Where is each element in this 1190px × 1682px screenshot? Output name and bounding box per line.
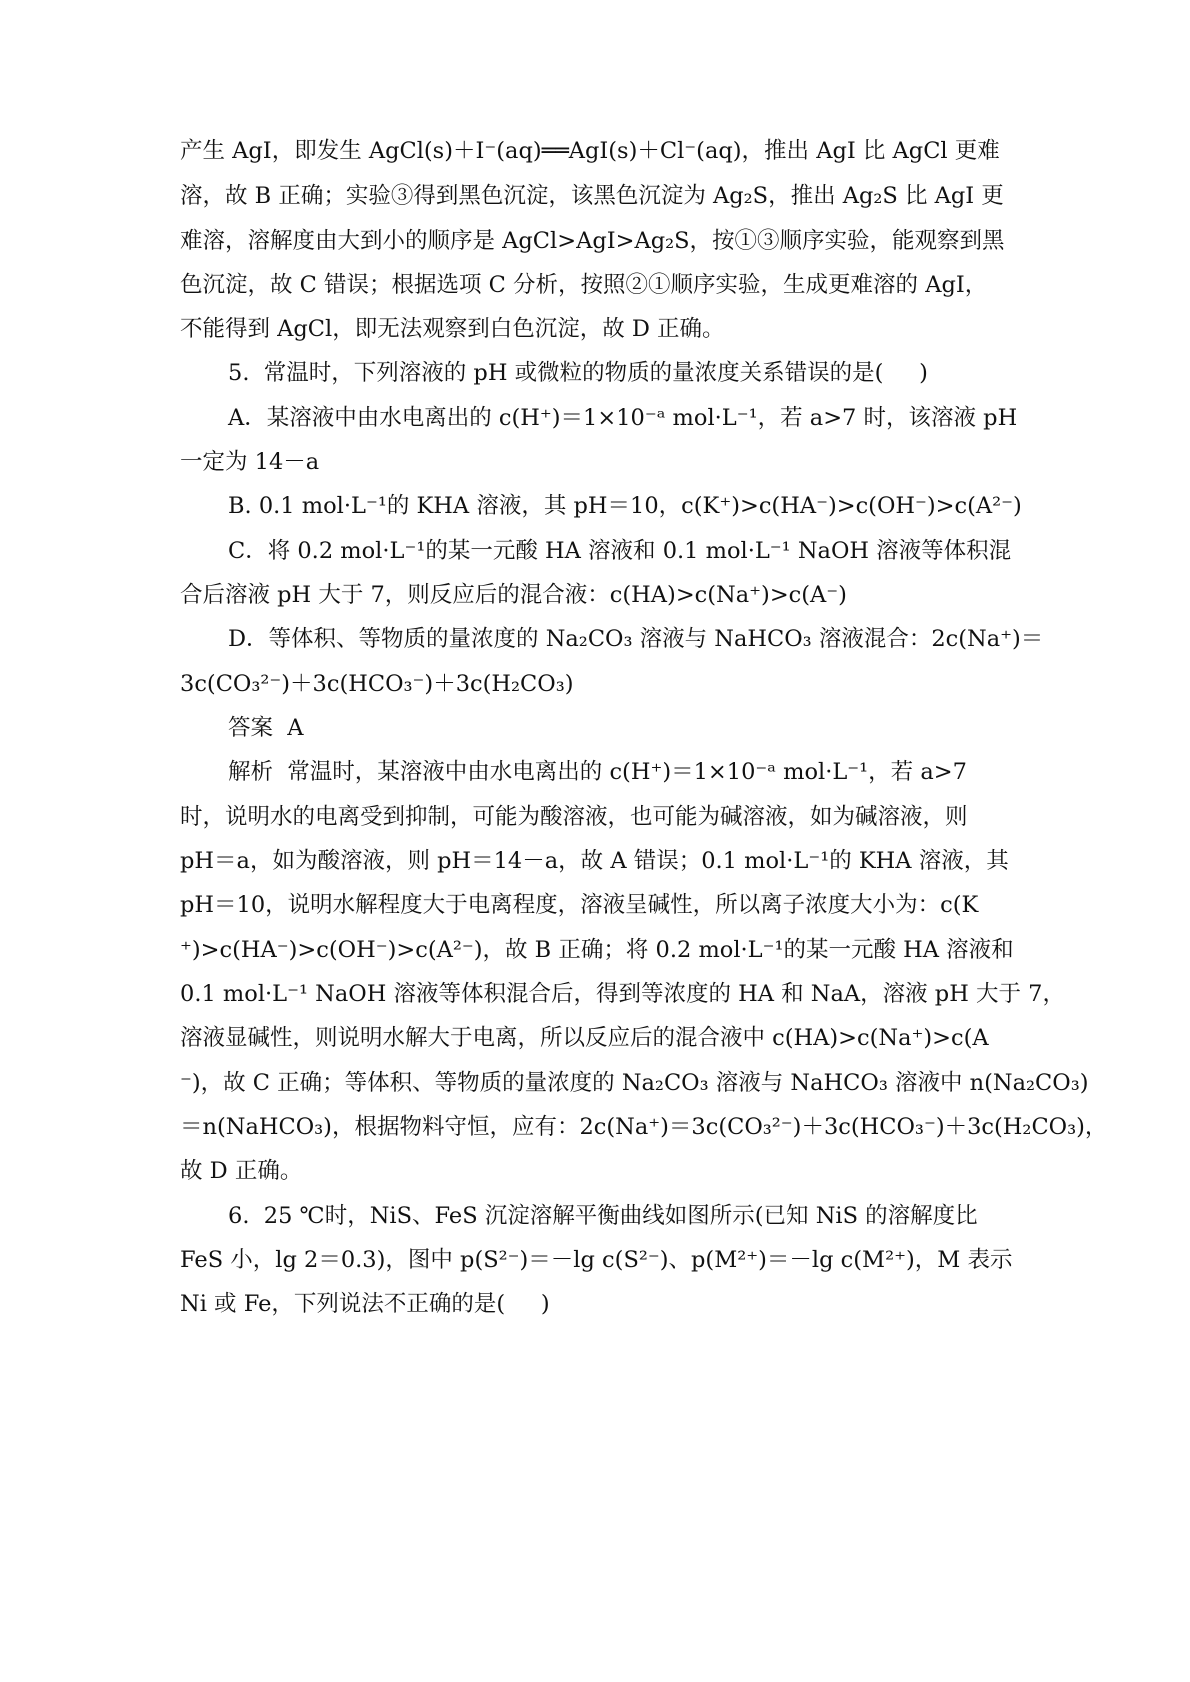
question-6-stem-line-1: 6. 25 ℃时，NiS、FeS 沉淀溶解平衡曲线如图所示(已知 NiS 的溶解度比: [228, 1203, 978, 1229]
question-5-analysis-line-7: 溶液显碱性，则说明水解大于电离，所以反应后的混合液中 c(HA)>c(Na⁺)>c(A: [180, 1025, 989, 1051]
question-5-analysis-line-8: ⁻)，故 C 正确；等体积、等物质的量浓度的 Na₂CO₃ 溶液与 NaHCO₃ 溶液中 n(Na₂CO₃): [180, 1070, 1089, 1096]
question-5-option-a-line-2: 一定为 14－a: [180, 449, 320, 475]
question-5-analysis-line-6: 0.1 mol·L⁻¹ NaOH 溶液等体积混合后，得到等浓度的 HA 和 NaA，溶液 pH 大于 7，: [180, 981, 1065, 1007]
question-5-option-a-line-1: A．某溶液中由水电离出的 c(H⁺)＝1×10⁻ᵃ mol·L⁻¹，若 a>7 时，该溶液 pH: [228, 405, 1018, 431]
question-5-analysis-line-4: pH＝10，说明水解程度大于电离程度，溶液呈碱性，所以离子浓度大小为：c(K: [180, 892, 979, 918]
prev-analysis-line-5: 不能得到 AgCl，即无法观察到白色沉淀，故 D 正确。: [180, 316, 725, 342]
question-5-option-c-line-1: C．将 0.2 mol·L⁻¹的某一元酸 HA 溶液和 0.1 mol·L⁻¹ NaOH 溶液等体积混: [228, 538, 1012, 564]
prev-analysis-line-3: 难溶，溶解度由大到小的顺序是 AgCl>AgI>Ag₂S，按①③顺序实验，能观察到黑: [180, 228, 1005, 254]
question-5-option-d-line-2: 3c(CO₃²⁻)＋3c(HCO₃⁻)＋3c(H₂CO₃): [180, 671, 574, 697]
question-5-stem: 5. 常温时，下列溶液的 pH 或微粒的物质的量浓度关系错误的是( ): [228, 360, 928, 386]
prev-analysis-line-1: 产生 AgI，即发生 AgCl(s)＋I⁻(aq)══AgI(s)＋Cl⁻(aq)，推出 AgI 比 AgCl 更难: [180, 138, 1000, 164]
question-5-option-c-line-2: 合后溶液 pH 大于 7，则反应后的混合液：c(HA)>c(Na⁺)>c(A⁻): [180, 582, 847, 608]
question-5-analysis-line-10: 故 D 正确。: [180, 1158, 303, 1184]
question-5-analysis-line-5: ⁺)>c(HA⁻)>c(OH⁻)>c(A²⁻)，故 B 正确；将 0.2 mol·L⁻¹的某一元酸 HA 溶液和: [180, 937, 1014, 963]
question-5-analysis-line-3: pH＝a，如为酸溶液，则 pH＝14－a，故 A 错误；0.1 mol·L⁻¹的 KHA 溶液，其: [180, 848, 1009, 874]
prev-analysis-line-4: 色沉淀，故 C 错误；根据选项 C 分析，按照②①顺序实验，生成更难溶的 AgI，: [180, 272, 988, 298]
question-5-option-b: B. 0.1 mol·L⁻¹的 KHA 溶液，其 pH＝10，c(K⁺)>c(HA⁻)>c(OH⁻)>c(A²⁻): [228, 493, 1022, 519]
question-6-stem-line-3: Ni 或 Fe，下列说法不正确的是( ): [180, 1291, 550, 1317]
question-5-analysis-line-2: 时，说明水的电离受到抑制，可能为酸溶液，也可能为碱溶液，如为碱溶液，则: [180, 804, 968, 830]
question-6-stem-line-2: FeS 小，lg 2＝0.3)，图中 p(S²⁻)＝－lg c(S²⁻)、p(M²⁺)＝－lg c(M²⁺)，M 表示: [180, 1247, 1013, 1273]
prev-analysis-line-2: 溶，故 B 正确；实验③得到黑色沉淀，该黑色沉淀为 Ag₂S，推出 Ag₂S 比 AgI 更: [180, 183, 1004, 209]
question-5-answer: 答案 A: [228, 715, 304, 741]
question-5-option-d-line-1: D．等体积、等物质的量浓度的 Na₂CO₃ 溶液与 NaHCO₃ 溶液混合：2c(Na⁺)＝: [228, 626, 1044, 652]
question-5-analysis-line-1: 解析 常温时，某溶液中由水电离出的 c(H⁺)＝1×10⁻ᵃ mol·L⁻¹，若 a>7: [228, 759, 967, 785]
question-5-analysis-line-9: ＝n(NaHCO₃)，根据物料守恒，应有：2c(Na⁺)＝3c(CO₃²⁻)＋3c(HCO₃⁻)＋3c(H₂CO₃)，: [180, 1114, 1108, 1140]
